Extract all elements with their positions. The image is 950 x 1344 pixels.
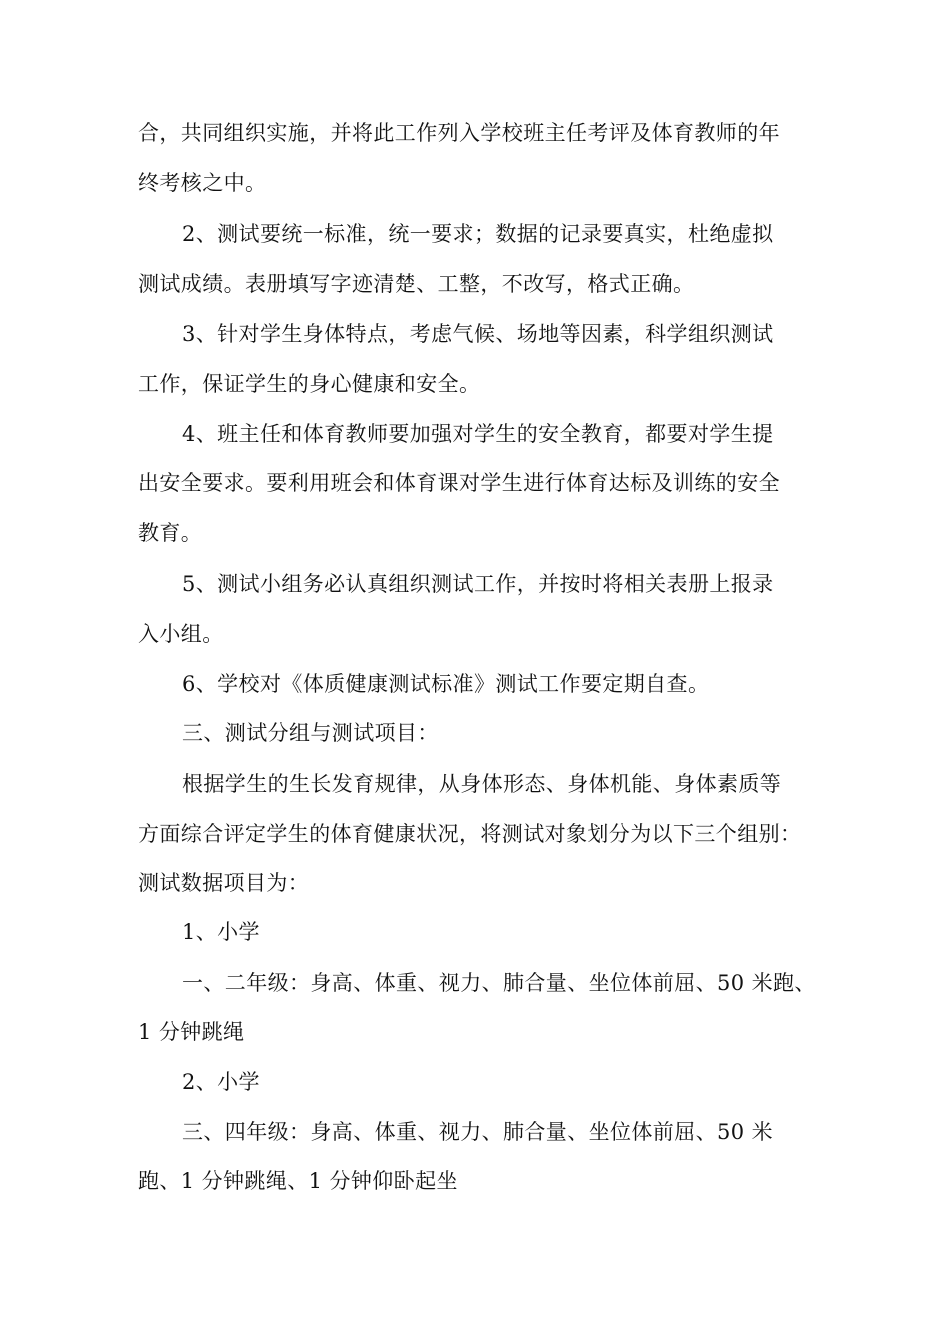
text-line: 三、四年级：身高、体重、视力、肺合量、坐位体前屈、50 米	[182, 1120, 773, 1144]
text-line: 6、学校对《体质健康测试标准》测试工作要定期自查。	[182, 672, 710, 696]
text-line: 4、班主任和体育教师要加强对学生的安全教育，都要对学生提	[182, 422, 774, 446]
text-line: 出安全要求。要利用班会和体育课对学生进行体育达标及训练的安全	[138, 471, 780, 495]
section-heading: 三、测试分组与测试项目：	[182, 721, 439, 745]
text-line: 1、小学	[182, 920, 260, 944]
text-line: 测试成绩。表册填写字迹清楚、工整，不改写，格式正确。	[138, 272, 695, 296]
text-line: 工作，保证学生的身心健康和安全。	[138, 372, 481, 396]
text-line: 合，共同组织实施，并将此工作列入学校班主任考评及体育教师的年	[138, 121, 780, 145]
text-line: 方面综合评定学生的体育健康状况，将测试对象划分为以下三个组别：	[138, 822, 802, 846]
text-line: 2、测试要统一标准，统一要求；数据的记录要真实，杜绝虚拟	[182, 222, 774, 246]
text-line: 一、二年级：身高、体重、视力、肺合量、坐位体前屈、50 米跑、	[182, 971, 816, 995]
text-line: 跑、1 分钟跳绳、1 分钟仰卧起坐	[138, 1169, 458, 1193]
text-line: 入小组。	[138, 622, 224, 646]
text-line: 1 分钟跳绳	[138, 1020, 245, 1044]
text-line: 教育。	[138, 521, 203, 545]
text-line: 根据学生的生长发育规律，从身体形态、身体机能、身体素质等	[182, 772, 782, 796]
text-line: 测试数据项目为：	[138, 871, 310, 895]
text-line: 3、针对学生身体特点，考虑气候、场地等因素，科学组织测试	[182, 322, 774, 346]
text-line: 5、测试小组务必认真组织测试工作，并按时将相关表册上报录	[182, 572, 774, 596]
text-line: 2、小学	[182, 1070, 260, 1094]
text-line: 终考核之中。	[138, 171, 267, 195]
